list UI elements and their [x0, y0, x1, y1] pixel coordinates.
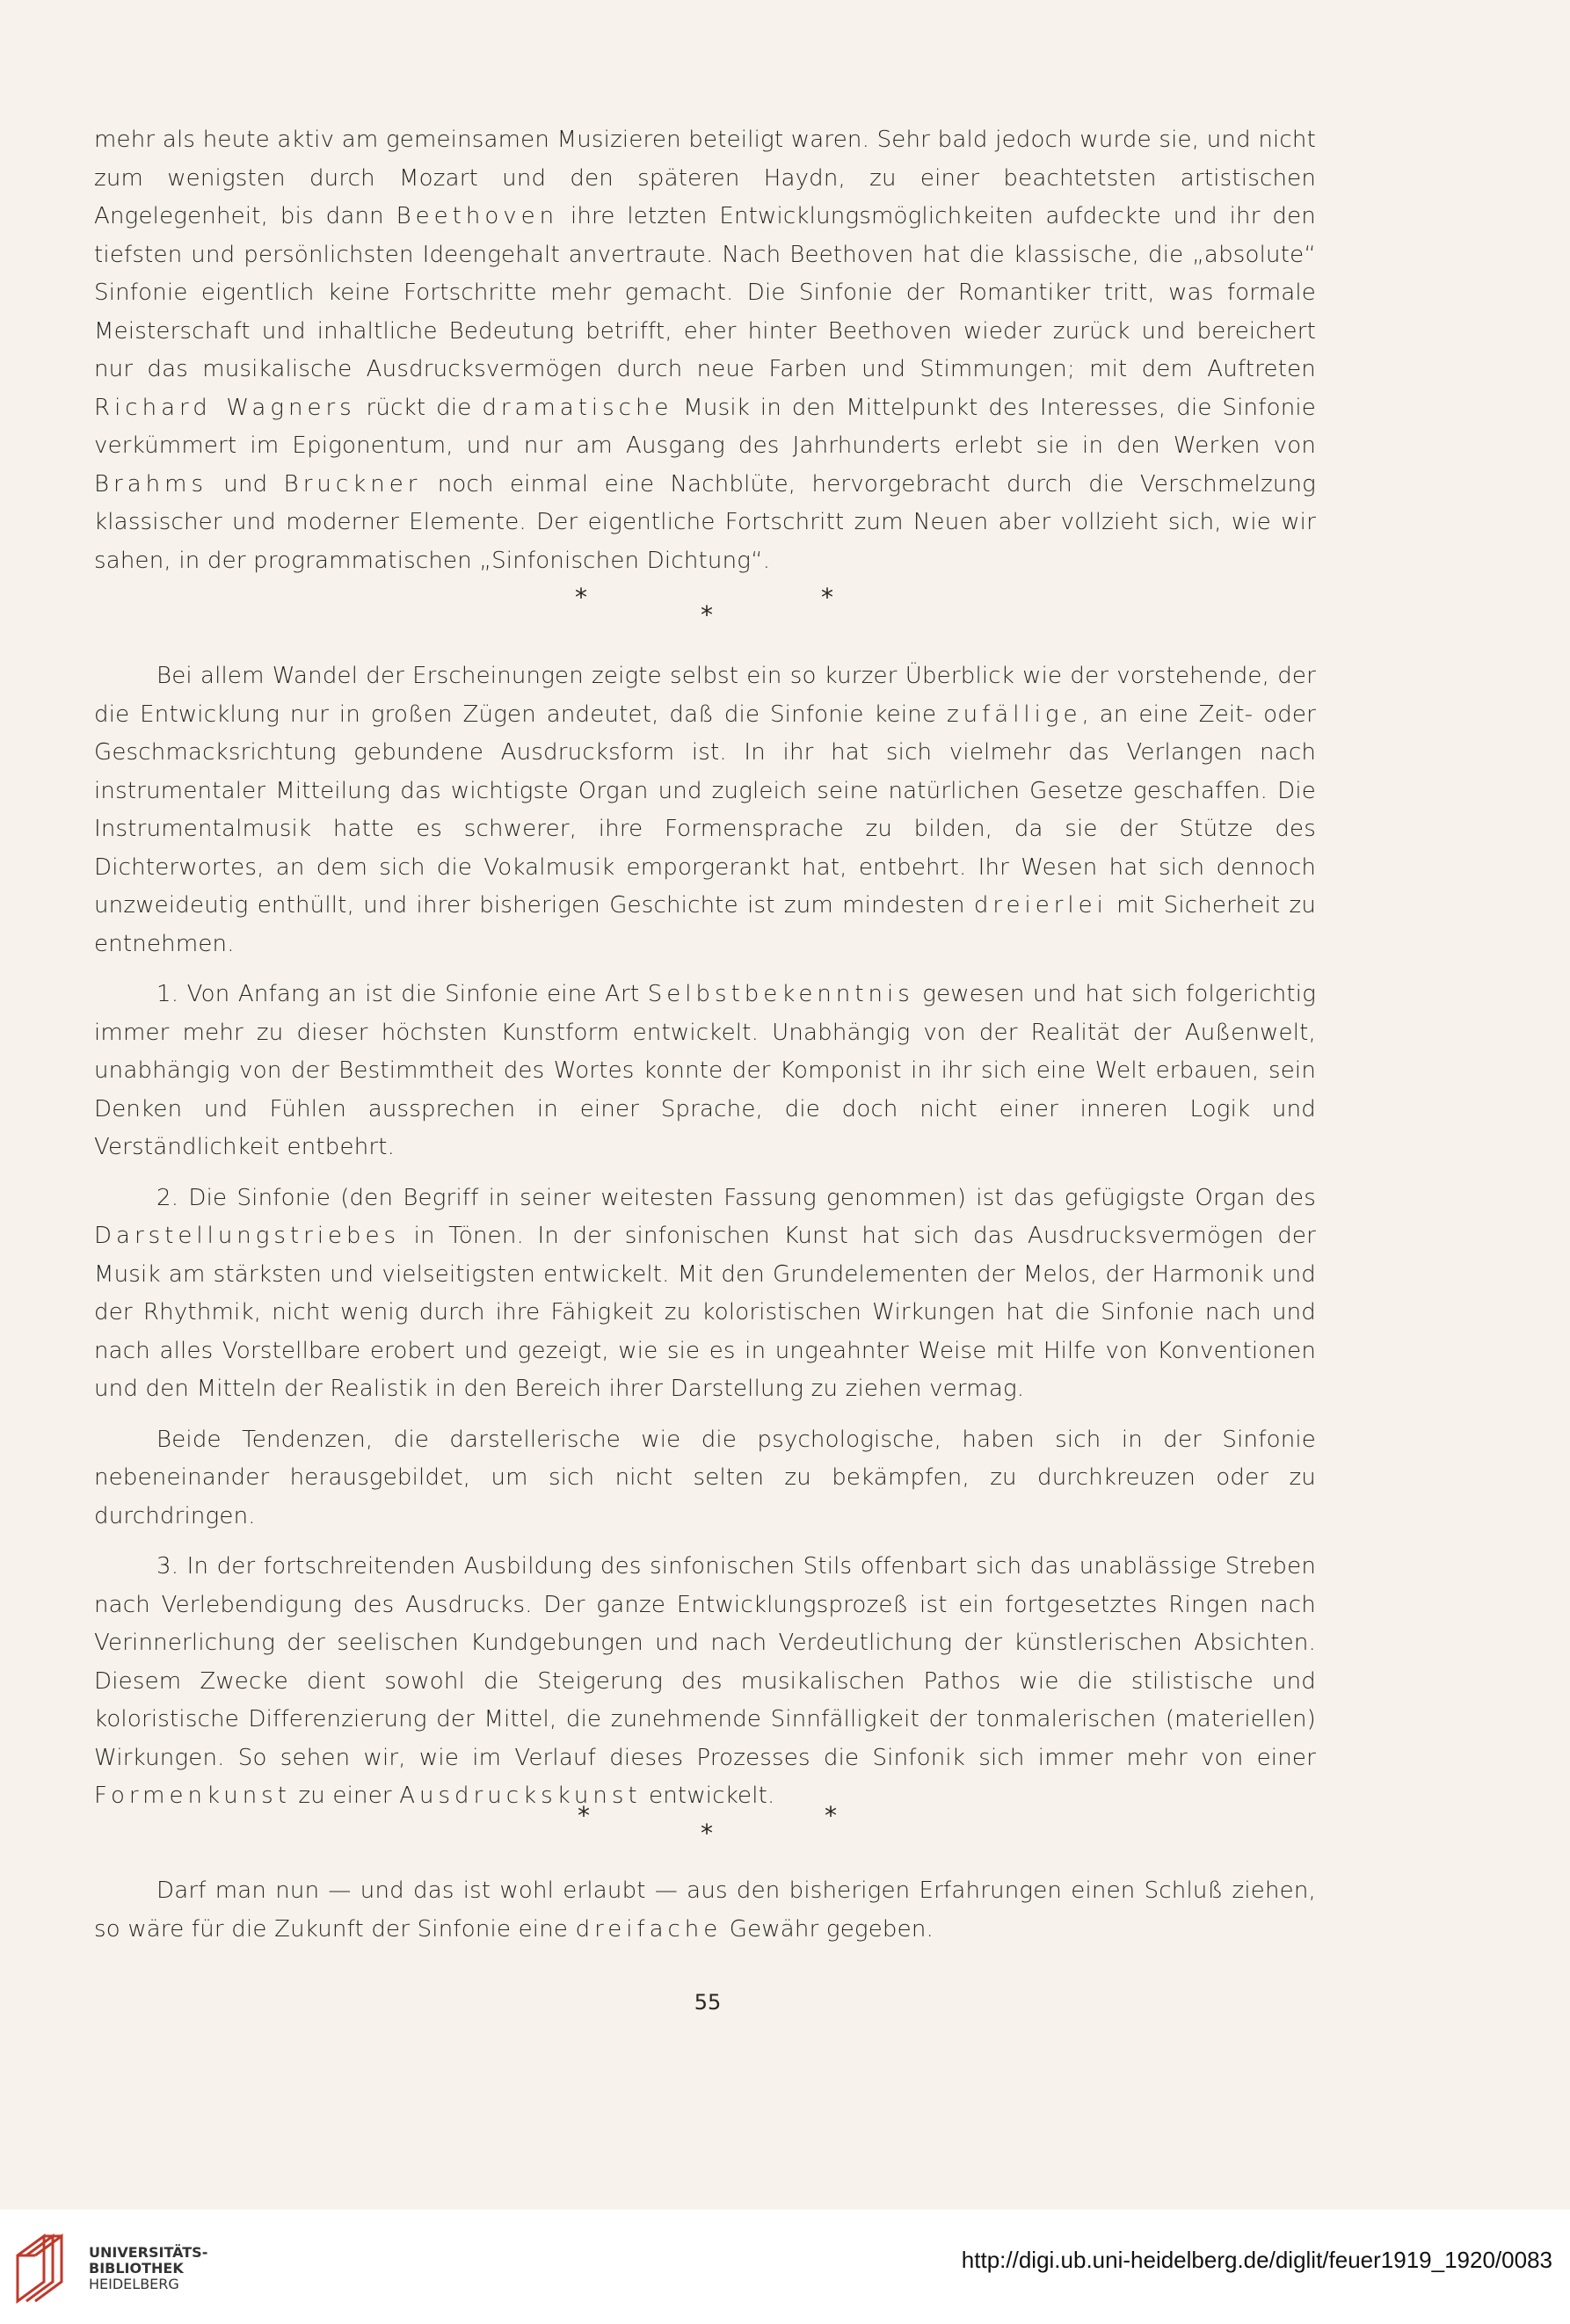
paragraph-6: [94, 1548, 1316, 1816]
spaced-word-darstellungstriebes: Darstellungstriebes: [94, 1223, 401, 1249]
asterisk: *: [701, 1819, 713, 1848]
paragraph-5: Beide Tendenzen, die darstellerische wie die psychologische, haben sich in der Sinfonie nebeneinander herausgebildet, um sich nicht selten zu bekämpfen, zu durchkreuzen oder zu durchdringen.: [94, 1426, 1316, 1529]
text-run: gewesen und hat sich folgerichtig immer mehr zu dieser höchsten Kunstform entwickelt. Unabhängig von der Realität der Außenwelt, unabhängig von der Bestimmtheit des Wortes konnte der Komponist in ihr sich eine Welt erbauen, sein Denken und Fühlen aussprechen in einer Sprache, die doch nicht einer inneren Logik und Verständlichkeit entbehrt.: [94, 981, 1316, 1160]
section-separator-2: [0, 1801, 1570, 1856]
spaced-word-dramatische: dramatische: [482, 394, 673, 421]
asterisk: *: [575, 583, 587, 612]
text-run: in Tönen. In der sinfonischen Kunst hat sich das Ausdrucksvermögen der Musik am stärksten und vielseitigsten entwickelt. Mit den Grundelementen der Melos, der Harmonik und der Rhythmik, nicht wenig durch ihre Fähigkeit zu koloristischen Wirkungen hat die Sinfonie nach und nach alles Vorstellbare erobert und gezeigt, wie sie es in ungeahnter Weise mit Hilfe von Konventionen und den Mitteln der Realistik in den Bereich ihrer Darstellung zu ziehen vermag.: [94, 1223, 1316, 1402]
spaced-name-beethoven: Beethoven: [396, 203, 559, 229]
text-run: entwickelt.: [641, 1783, 775, 1809]
spaced-word-selbstbekenntnis: Selbstbekenntnis: [647, 981, 914, 1007]
text-run: noch einmal eine Nachblüte, hervorgebracht durch die Verschmelzung klassischer und moderner Elemente. Der eigentliche Fortschritt zum Neuen aber vollzieht sich, wie wir sahen, in der programmatischen „Sinfonischen Dichtung“.: [94, 470, 1316, 574]
asterisk: *: [821, 583, 833, 612]
paragraph-block-1: [94, 121, 1316, 580]
text-run: 1. Von Anfang an ist die Sinfonie eine Art: [156, 981, 648, 1007]
paragraph-1: [94, 121, 1316, 580]
paragraph-block-2: [94, 657, 1316, 1816]
text-run: Darf man nun — und das ist wohl erlaubt — aus den bisherigen Erfahrungen einen Schluß ziehen, so wäre für die Zukunft der Sinfonie eine: [94, 1877, 1316, 1943]
spaced-word-dreierlei: dreierlei: [973, 892, 1108, 919]
text-run: rückt die: [355, 394, 483, 421]
paragraph-7: [94, 1872, 1316, 1949]
paragraph-3: [94, 976, 1316, 1167]
text-run: und: [207, 470, 284, 497]
paragraph-2: [94, 657, 1316, 963]
paragraph-4: [94, 1180, 1316, 1409]
text-run: Gewähr gegeben.: [722, 1915, 934, 1943]
text-run: Musik in den Mittelpunkt des Interesses, die Sinfonie verkümmert im Epigonentum, und nur am Ausgang des Jahrhunderts erlebt sie in den Werken von: [94, 394, 1316, 459]
text-run: , an eine Zeit- oder Geschmacksrichtung gebundene Ausdrucksform ist. In ihr hat sich vielmehr das Verlangen nach instrumentaler Mitteilung das wichtigste Organ und zugleich seine natürlichen Gesetze geschaffen. Die Instrumentalmusik hatte es schwerer, ihre Formensprache zu bilden, da sie der Stütze des Dichterwortes, an dem sich die Vokalmusik emporgerankt hat, entbehrt. Ihr Wesen hat sich dennoch unzweideutig enthüllt, und ihrer bisherigen Geschichte ist zum mindesten: [94, 701, 1316, 919]
library-name-line-2: BIBLIOTHEK: [89, 2260, 184, 2277]
spaced-word-ausdruckskunst: Ausdruckskunst: [399, 1783, 642, 1809]
text-run: zu einer: [290, 1783, 400, 1809]
footer-bar: [0, 2210, 1570, 2324]
library-name-line-1: UNIVERSITÄTS-: [89, 2244, 208, 2261]
spaced-name-wagner: Richard Wagners: [94, 394, 356, 421]
library-name: [89, 2245, 207, 2292]
page-number: 55: [694, 1990, 722, 2015]
spaced-word-formenkunst: Formenkunst: [94, 1783, 291, 1809]
text-run: Bei allem Wandel der Erscheinungen zeigte selbst ein so kurzer Überblick wie der vorstehende, der die Entwicklung nur in großen Zügen andeutet, daß die Sinfonie keine: [94, 663, 1316, 728]
spaced-name-bruckner: Bruckner: [283, 470, 422, 497]
asterisk: *: [701, 600, 713, 629]
source-url-link[interactable]: http://digi.ub.uni-heidelberg.de/diglit/feuer1919_1920/0083: [961, 2247, 1552, 2273]
asterisk: *: [578, 1801, 590, 1830]
library-name-line-3: HEIDELBERG: [89, 2276, 179, 2292]
text-run: ihre letzten Entwicklungsmöglichkeiten aufdeckte und ihr den tiefsten und persönlichsten Ideengehalt anvertraute. Nach Beethoven hat die klassische, die „absolute“ Sinfonie eigentlich keine Fortschritte mehr gemacht. Die Sinfonie der Romantiker tritt, was formale Meisterschaft und inhaltliche Bedeutung betrifft, eher hinter Beethoven wieder zurück und bereichert nur das musikalische Ausdrucksvermögen durch neue Farben und Stimmungen; mit dem Auftreten: [94, 203, 1316, 382]
asterisk: *: [825, 1801, 837, 1830]
text-run: 2. Die Sinfonie (den Begriff in seiner weitesten Fassung genommen) ist das gefügigste Organ des: [156, 1184, 1316, 1211]
paragraph-block-3: [94, 1872, 1316, 1949]
text-run: mehr als heute aktiv am gemeinsamen Musizieren beteiligt waren. Sehr bald jedoch wurde sie, und nicht zum wenigsten durch Mozart und den späteren Haydn, zu einer beachtetsten artistischen Angelegenheit, bis dann: [94, 127, 1316, 229]
library-logo-icon: [14, 2229, 79, 2305]
spaced-name-brahms: Brahms: [94, 470, 207, 497]
spaced-word-dreifache: dreifache: [575, 1915, 723, 1943]
spaced-word-zufaellige: zufällige: [946, 701, 1082, 728]
text-run: 3. In der fortschreitenden Ausbildung des sinfonischen Stils offenbart sich das unablässige Streben nach Verlebendigung des Ausdrucks. Der ganze Entwicklungsprozeß ist ein fortgesetztes Ringen nach Verinnerlichung der seelischen Kundgebungen und nach Verdeutlichung der künstlerischen Absichten. Diesem Zwecke dient sowohl die Steigerung des musikalischen Pathos wie die stilistische und koloristische Differenzierung der Mittel, die zunehmende Sinnfälligkeit der tonmalerischen (materiellen) Wirkungen. So sehen wir, wie im Verlauf dieses Prozesses die Sinfonik sich immer mehr von einer: [94, 1553, 1316, 1771]
text-run: mit Sicherheit zu entnehmen.: [94, 892, 1316, 957]
section-separator-1: [0, 585, 1570, 638]
